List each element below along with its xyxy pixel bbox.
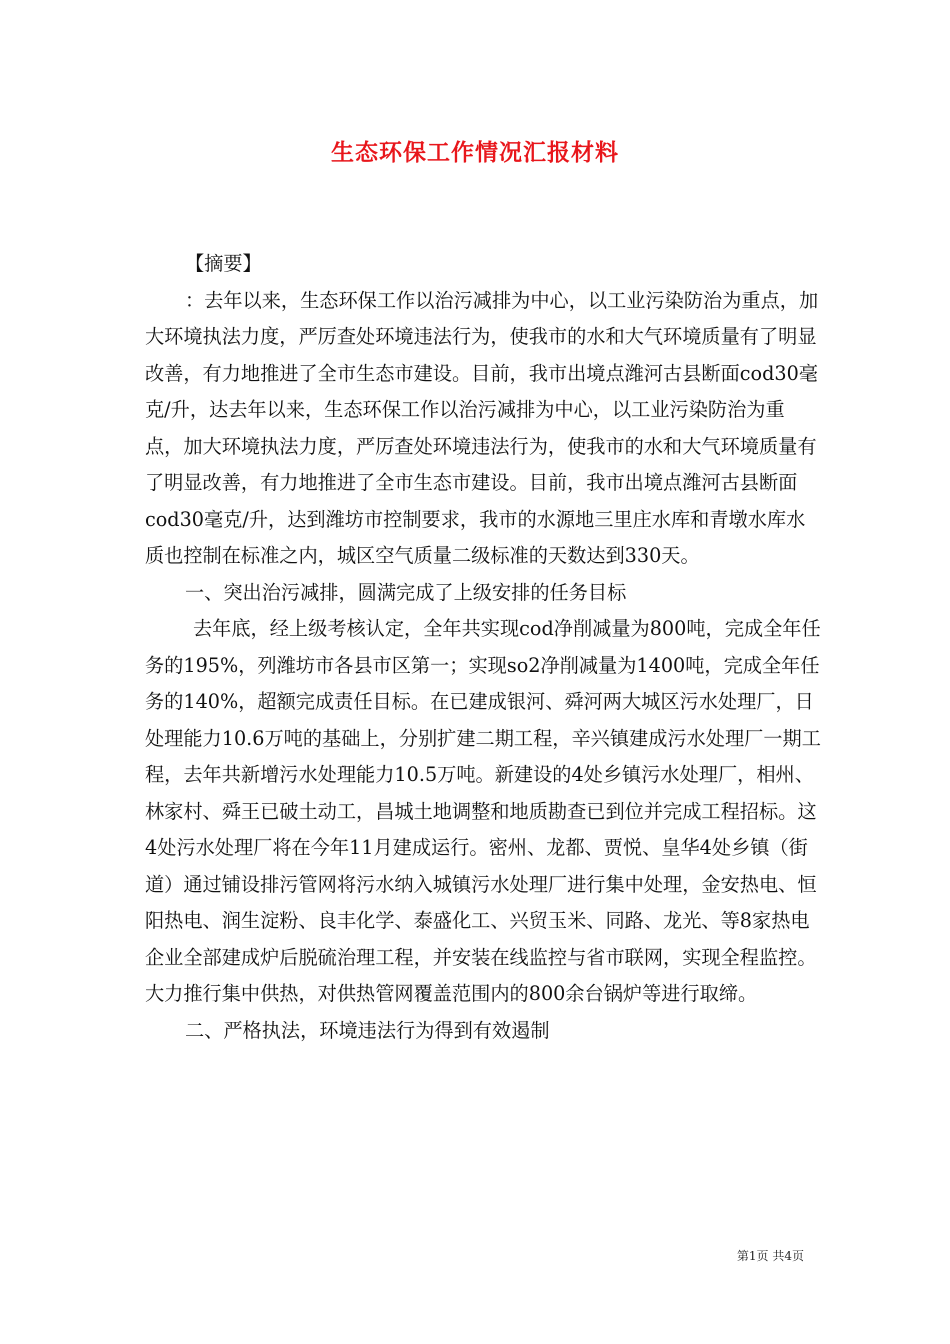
section-2-heading: 二、严格执法，环境违法行为得到有效遏制: [185, 1018, 550, 1042]
page-number: 第1页 共4页: [736, 1249, 804, 1263]
document-body: [145, 246, 823, 1049]
section-1-paragraph: 去年底，经上级考核认定，全年共实现cod净削减量为800吨，完成全年任务的195%，列潍坊市各县市区第一；实现so2净削减量为1400吨，完成全年任务的140%，超额完成责任目标。在已建成银河、舜河两大城区污水处理厂，日处理能力10.6万吨的基础上，分别扩建二期工程，辛兴镇建成污水处理厂一期工程，去年共新增污水处理能力10.5万吨。新建设的4处乡镇污水处理厂，相州、林家村、舜王已破土动工，昌城土地调整和地质勘查已到位并完成工程招标。这4处污水处理厂将在今年11月建成运行。密州、龙都、贾悦、皇华4处乡镇（街道）通过铺设排污管网将污水纳入城镇污水处理厂进行集中处理，金安热电、恒阳热电、润生淀粉、良丰化学、泰盛化工、兴贸玉米、同路、龙光、等8家热电企业全部建成炉后脱硫治理工程，并安装在线监控与省市联网，实现全程监控。大力推行集中供热，对供热管网覆盖范围内的800余台锅炉等进行取缔。: [145, 617, 821, 1005]
abstract-heading: 【摘要】: [185, 252, 262, 275]
abstract-paragraph: ：去年以来，生态环保工作以治污减排为中心，以工业污染防治为重点，加大环境执法力度，严厉查处环境违法行为，使我市的水和大气环境质量有了明显改善，有力地推进了全市生态市建设。目前，我市出境点潍河古县断面cod30毫克/升，达去年以来，生态环保工作以治污减排为中心，以工业污染防治为重点，加大环境执法力度，严厉查处环境违法行为，使我市的水和大气环境质量有了明显改善，有力地推进了全市生态市建设。目前，我市出境点潍河古县断面cod30毫克/升，达到潍坊市控制要求，我市的水源地三里庄水库和青墩水库水质也控制在标准之内，城区空气质量二级标准的天数达到330天。: [145, 288, 819, 567]
document-title: 生态环保工作情况汇报材料: [331, 139, 619, 166]
section-1-heading: 一、突出治污减排，圆满完成了上级安排的任务目标: [185, 580, 627, 604]
